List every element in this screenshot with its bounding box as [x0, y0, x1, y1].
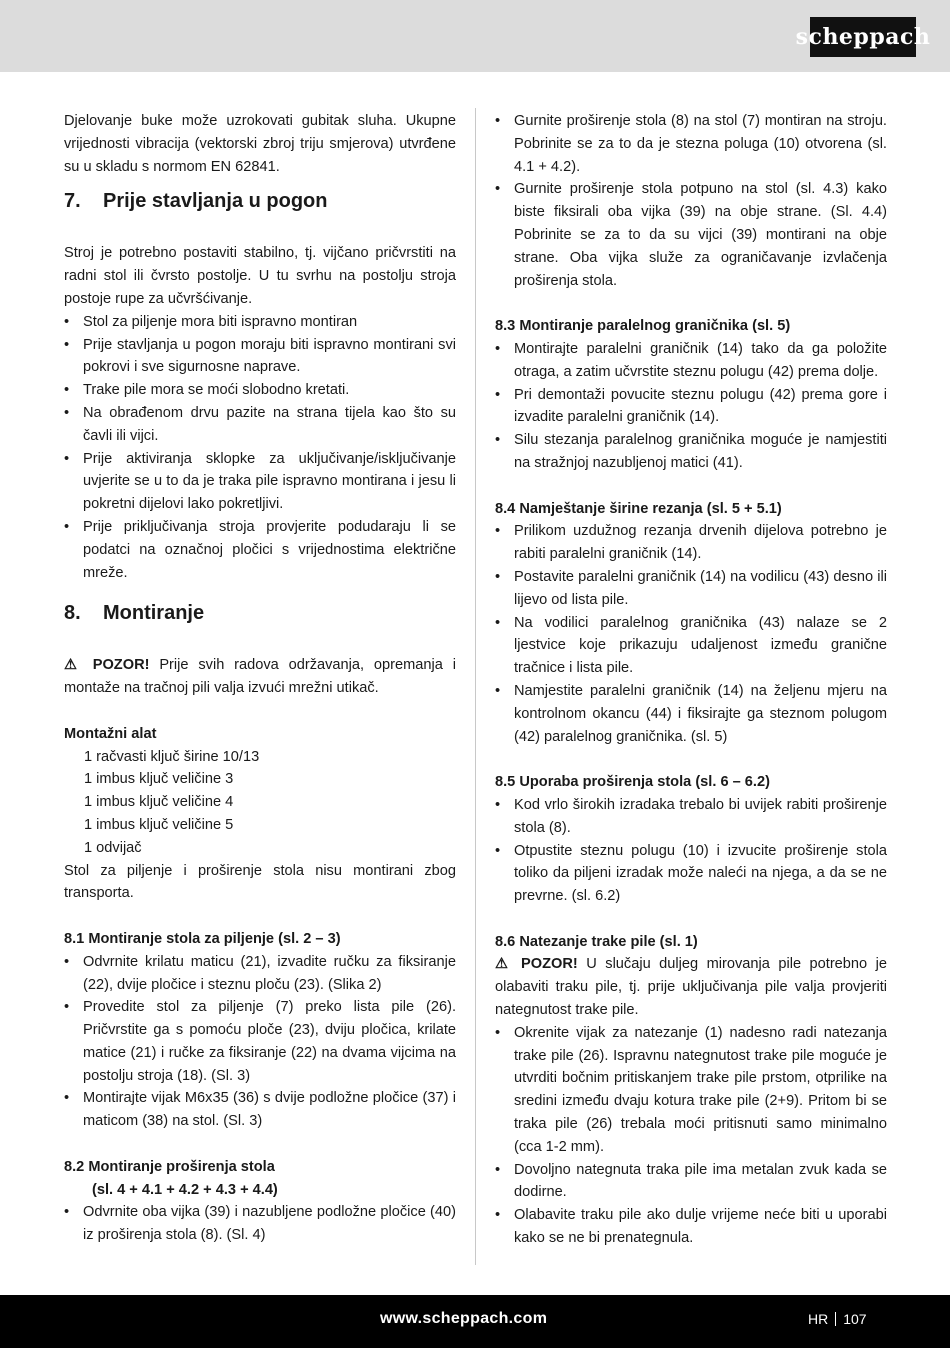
language-code: HR: [808, 1311, 829, 1327]
tool-item: 1 imbus ključ veličine 4: [84, 794, 234, 811]
warning-label: POZOR!: [92, 657, 150, 674]
warning-icon: ⚠: [495, 956, 513, 973]
section-8-2-list-continued: [495, 110, 887, 292]
list-item: • Namjestite paralelni graničnik (14) na željenu mjeru na kontrolnom okancu (44) i fiksirajte ga steznom polugom (42) paralelnog graničnika. (sl. 5): [495, 680, 887, 748]
section-8-title: Montiranje: [103, 602, 205, 625]
list-item: • Pri demontaži povucite steznu polugu (42) prema gore i izvadite paralelni graničnik (14).: [495, 384, 887, 430]
list-item: • Prije aktiviranja sklopke za uključivanje/isključivanje uvjerite se u to da je traka pile ispravno montirana i jesu li pokretni dijelovi lako pokretljivi.: [64, 448, 456, 516]
section-8-6-warning: [495, 953, 887, 1021]
list-item: • Prilikom uzdužnog rezanja drvenih dijelova potrebno je rabiti paralelni graničnik (14).: [495, 520, 887, 566]
list-item: • Otpustite steznu polugu (10) i izvucite proširenje stola toliko da piljeni izradak može naleći na njega, a da se ne prevrne. (sl. 6.2): [495, 840, 887, 908]
warning-label: POZOR!: [521, 956, 578, 973]
section-7-number: 7.: [64, 190, 81, 213]
warning-text: U slučaju duljeg mirovanja pile potrebno je olabaviti traku pile, tj. prije uključivanja pile valja provjeriti nategnutost trake pile.: [495, 956, 887, 1019]
list-item: • Stol za piljenje mora biti ispravno montiran: [64, 311, 456, 334]
list-item: • Kod vrlo širokih izradaka trebalo bi uvijek rabiti proširenje stola (8).: [495, 794, 887, 840]
list-item: • Provedite stol za piljenje (7) preko lista pile (26). Pričvrstite ga s pomoću ploče (23), dviju pločica, krilate matice (21) i ručke za fiksiranje (22) na dvama vijcima na postolju stroja (18). (Sl. 3): [64, 996, 456, 1087]
list-item: • Na obrađenom drvu pazite na strana tijela kao što su čavli ili vijci.: [64, 402, 456, 448]
page-header: [0, 0, 950, 72]
section-8-2-heading-figures: (sl. 4 + 4.1 + 4.2 + 4.3 + 4.4): [92, 1181, 278, 1198]
section-8-4-heading: 8.4 Namještanje širine rezanja (sl. 5 + 5.1): [495, 500, 782, 517]
website-link[interactable]: www.scheppach.com: [380, 1310, 548, 1327]
warning-text: Prije svih radova održavanja, opremanja i montaže na tračnoj pili valja izvući mrežni utikač.: [64, 657, 456, 697]
section-7-title: Prije stavljanja u pogon: [103, 190, 328, 213]
tool-item: 1 imbus ključ veličine 5: [84, 816, 234, 833]
tool-item: 1 račvasti ključ širine 10/13: [84, 748, 260, 765]
section-8-6-heading: 8.6 Natezanje trake pile (sl. 1): [495, 933, 698, 950]
list-item: • Na vodilici paralelnog graničnika (43) nalaze se 2 ljestvice koje prikazuju udaljenost između graničnе tračnice i lista pile.: [495, 612, 887, 680]
section-8-warning: [64, 654, 456, 700]
section-8-3-list: [495, 338, 887, 475]
list-item: • Prije stavljanja u pogon moraju biti ispravno montirani svi pokrovi i sve sigurnosne naprave.: [64, 334, 456, 380]
list-item: • Okrenite vijak za natezanje (1) nadesno radi natezanja trake pile (26). Ispravnu nategnutost trake pile moguće je utvrditi bočnim pritiskanjem trake pile prstom, otprilike na sredini između dvaju kotura trake pile (2+9). Pritom bi se traka pile (26) trebala moći pritisnuti samo minimalno (cca 1-2 mm).: [495, 1022, 887, 1159]
section-8-number: 8.: [64, 602, 81, 625]
column-divider: [475, 108, 476, 1265]
section-7-list: [64, 311, 456, 585]
left-column: [64, 110, 456, 1247]
list-item: • Montirajte paralelni graničnik (14) tako da ga položite otraga, a zatim učvrstite steznu polugu (42) prema dolje.: [495, 338, 887, 384]
section-8-5-list: [495, 794, 887, 908]
intro-paragraph: Djelovanje buke može uzrokovati gubitak sluha. Ukupne vrijednosti vibracija (vektorski zbroj triju smjerova) utvrđene su u skladu s normom EN 62841.: [64, 113, 456, 175]
section-8-4-list: [495, 520, 887, 748]
section-8-heading: [64, 598, 456, 628]
section-8-1-list: [64, 951, 456, 1133]
list-item: • Gurnite proširenje stola potpuno na stol (sl. 4.3) kako biste fiksirali oba vijka (39) na obje strane. (Sl. 4.4) Pobrinite se za to da su vijci (39) montirani na obje strane. Oba vijka služe za ograničavanje izvlačenja proširenja stola.: [495, 178, 887, 292]
separator: [835, 1312, 836, 1326]
section-7-heading: [64, 186, 456, 216]
scheppach-logo: scheppach: [810, 17, 916, 57]
section-8-5-heading: 8.5 Uporaba proširenja stola (sl. 6 – 6.2): [495, 774, 770, 791]
list-item: • Postavite paralelni graničnik (14) na vodilicu (43) desno ili lijevo od lista pile.: [495, 566, 887, 612]
section-8-6-list: [495, 1022, 887, 1250]
page-number-value: 107: [843, 1311, 867, 1327]
section-8-3-heading: 8.3 Montiranje paralelnog graničnika (sl. 5): [495, 318, 791, 335]
warning-icon: ⚠: [64, 657, 83, 674]
list-item: • Odvrnite krilatu maticu (21), izvadite ručku za fiksiranje (22), dvije pločice i steznu ploču (23). (Slika 2): [64, 951, 456, 997]
list-item: • Trake pile mora se moći slobodno kretati.: [64, 379, 456, 402]
list-item: • Silu stezanja paralelnog graničnika moguće je namjestiti na stražnjoj nazubljenoj matici (41).: [495, 429, 887, 475]
tool-item: 1 imbus ključ veličine 3: [84, 771, 234, 788]
tools-heading: Montažni alat: [64, 725, 157, 742]
section-8-2-list: [64, 1201, 456, 1247]
page-footer: [0, 1295, 950, 1348]
list-item: • Montirajte vijak M6x35 (36) s dvije podložne pločice (37) i maticom (38) na stol. (Sl. 3): [64, 1087, 456, 1133]
tools-note: Stol za piljenje i proširenje stola nisu montirani zbog transporta.: [64, 862, 456, 902]
list-item: • Olabavite traku pile ako dulje vrijeme neće biti u uporabi kako se ne bi prenategnula.: [495, 1204, 887, 1250]
page-number: [808, 1295, 867, 1348]
section-7-paragraph: Stroj je potrebno postaviti stabilno, tj. vijčano pričvrstiti na radni stol ili čvrsto postolje. U tu svrhu na postolju stroja postoje rupe za učvršćivanje.: [64, 245, 456, 307]
list-item: • Gurnite proširenje stola (8) na stol (7) montiran na stroju. Pobrinite se za to da je stezna poluga (10) otvorena (sl. 4.1 + 4.2).: [495, 110, 887, 178]
tools-list: [64, 746, 456, 860]
tool-item: 1 odvijač: [84, 839, 142, 856]
list-item: • Dovoljno nategnuta traka pile ima metalan zvuk kada se dodirne.: [495, 1159, 887, 1205]
section-8-2-heading: 8.2 Montiranje proširenja stola: [64, 1158, 275, 1175]
list-item: • Odvrnite oba vijka (39) i nazubljene podložne pločice (40) iz proširenja stola (8). (Sl. 4): [64, 1201, 456, 1247]
section-8-1-heading: 8.1 Montiranje stola za piljenje (sl. 2 – 3): [64, 930, 341, 947]
list-item: • Prije priključivanja stroja provjerite podudaraju li se podatci na označnoj pločici s vrijednostima električne mreže.: [64, 516, 456, 584]
right-column: [495, 110, 887, 1250]
